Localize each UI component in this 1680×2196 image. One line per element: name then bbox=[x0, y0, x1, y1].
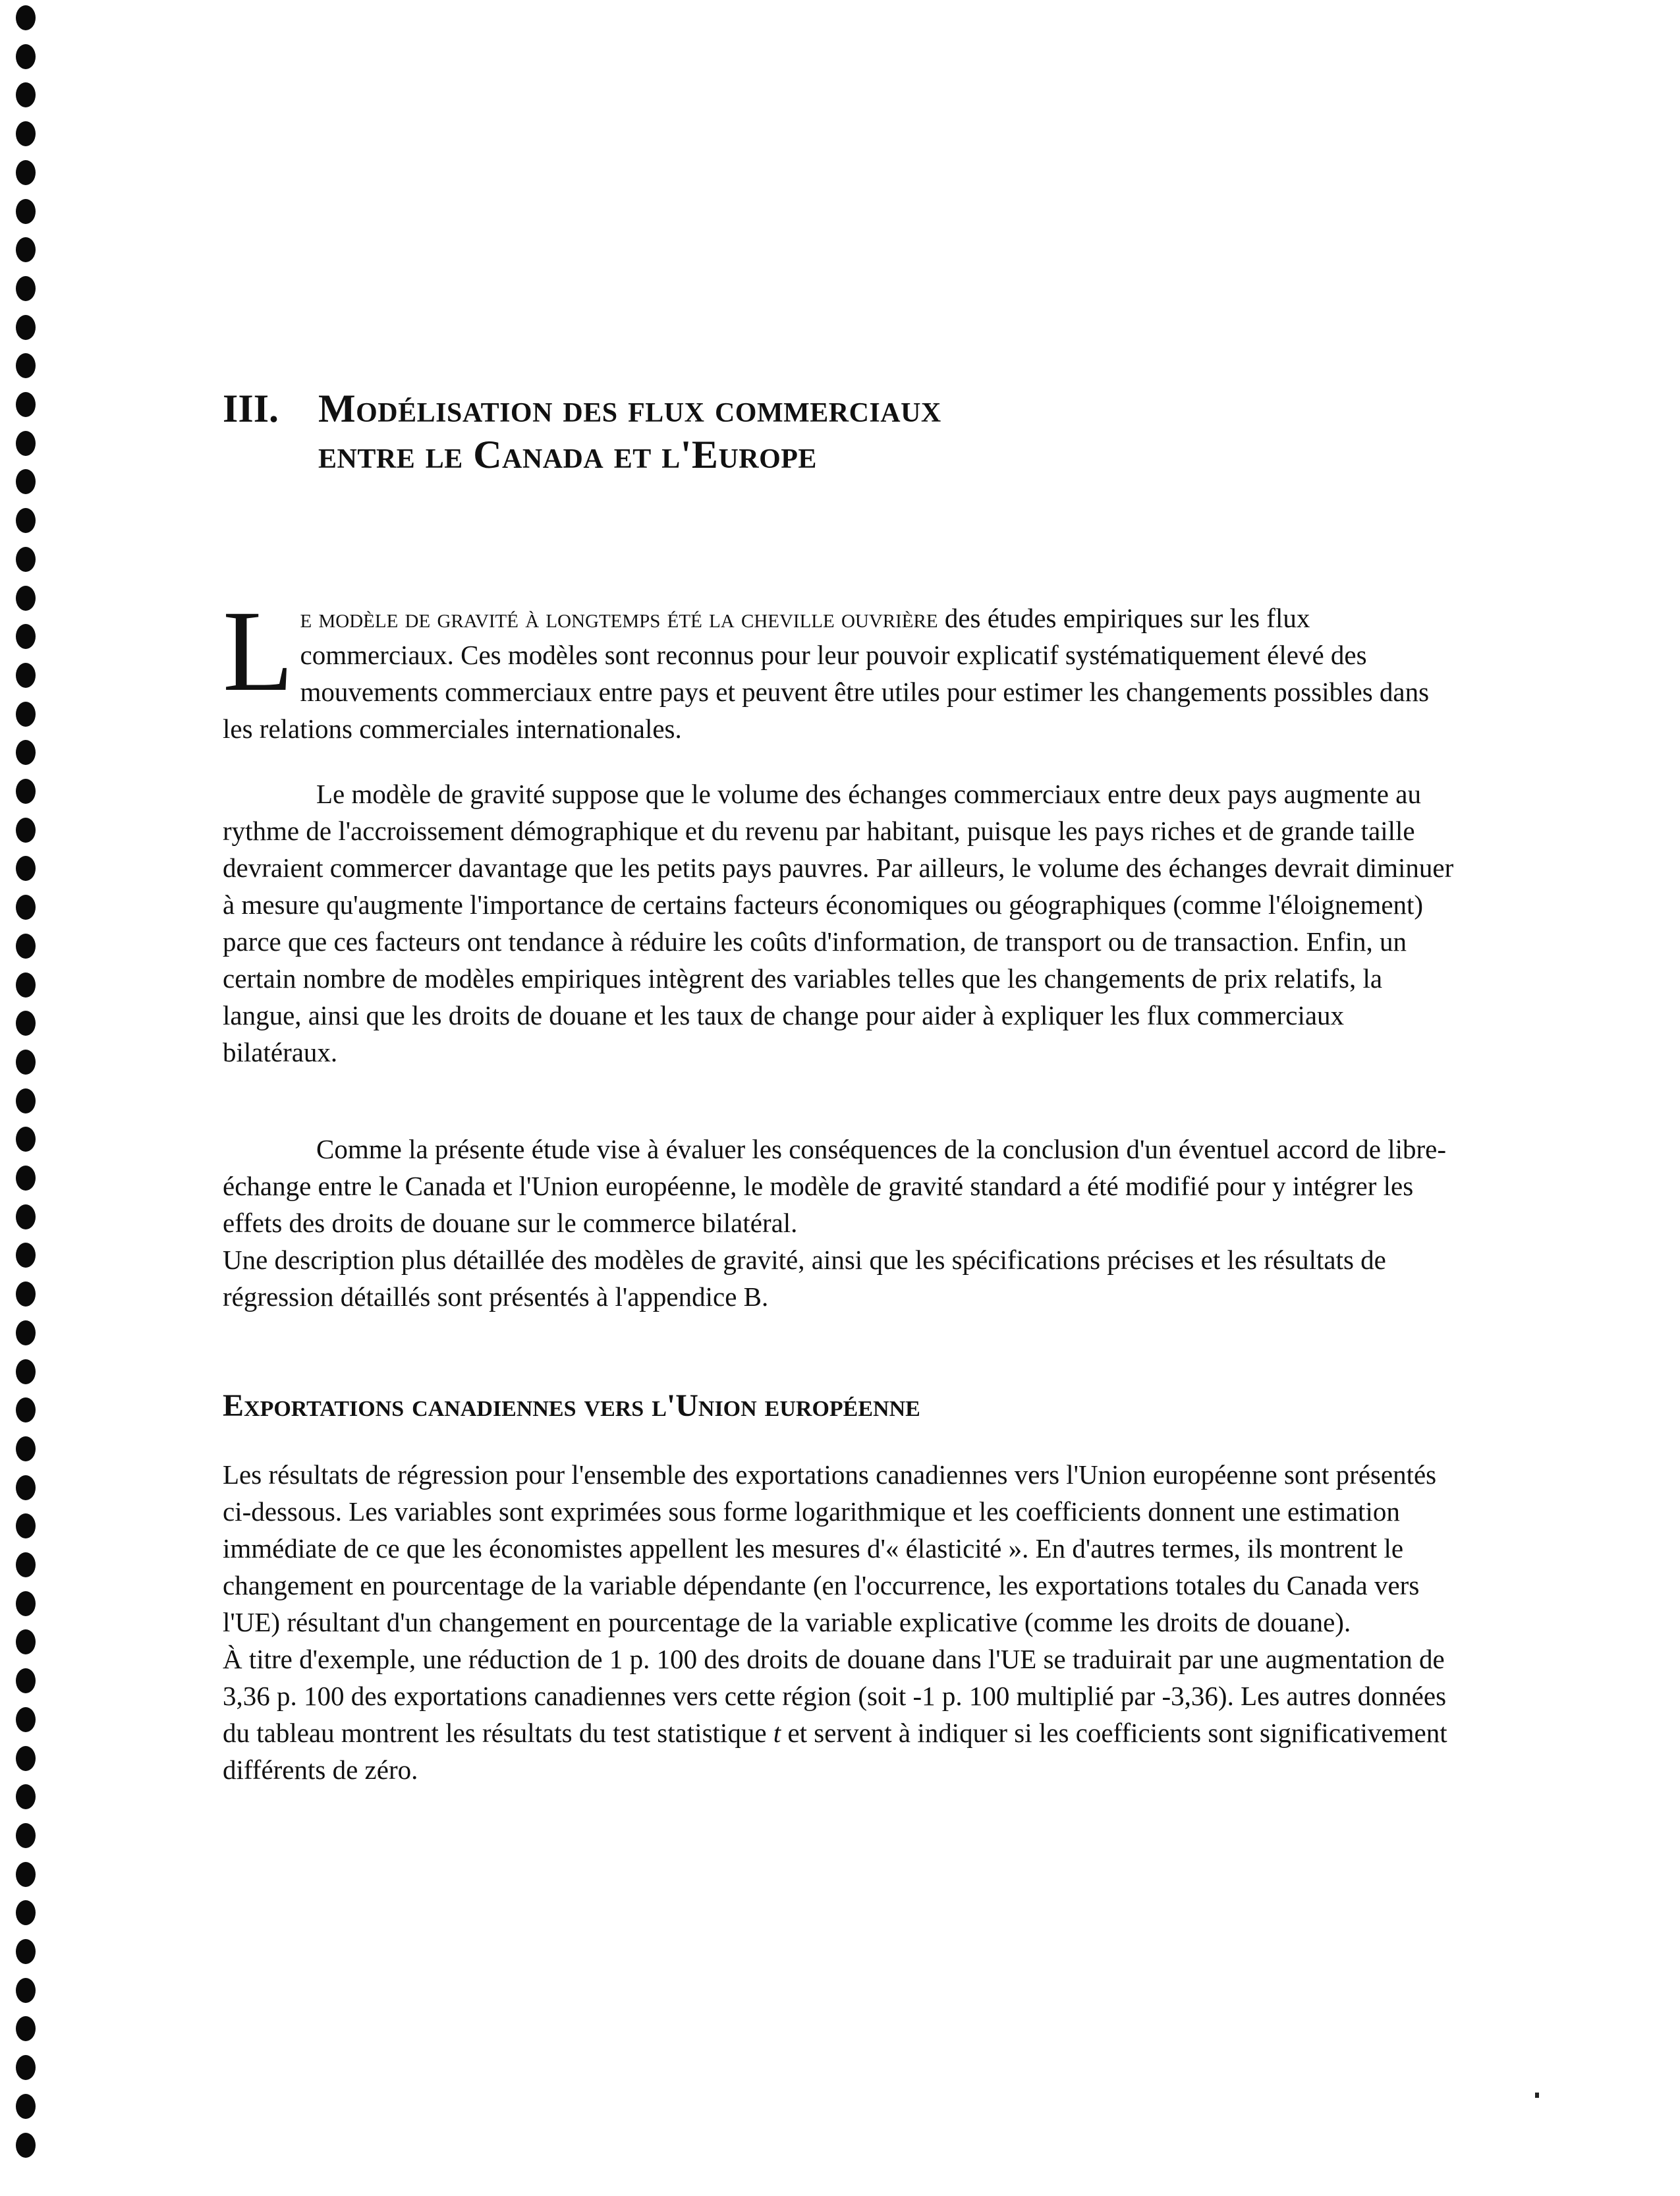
binding-hole bbox=[16, 1978, 36, 2003]
binding-hole bbox=[16, 1513, 36, 1538]
section-title-line-2: entre le Canada et l'Europe bbox=[318, 433, 817, 476]
binding-hole bbox=[16, 2055, 36, 2080]
body-paragraph: Les résultats de régression pour l'ensemble des exportations canadiennes vers l'Union européenne sont présentés ci-dessous. Les variables sont exprimées sous forme logarithmique et les coefficients donnent une estimation immédiate de ce que les économistes appellent les mesures d'« élasticité ». En d'autres termes, ils montrent le changement en pourcentage de la variable dépendante (en l'occurrence, les exportations totales du Canada vers l'UE) résultant d'un changement en pourcentage de la variable explicative (comme les droits de douane). bbox=[223, 1459, 1437, 1637]
binding-hole bbox=[16, 392, 36, 417]
binding-hole bbox=[16, 1243, 36, 1268]
binding-hole bbox=[16, 1707, 36, 1732]
binding-hole bbox=[16, 895, 36, 920]
paragraph-study-purpose bbox=[223, 1131, 1461, 1315]
binding-hole bbox=[16, 1281, 36, 1307]
binding-hole bbox=[16, 702, 36, 727]
binding-hole bbox=[16, 1320, 36, 1345]
binding-hole bbox=[16, 1784, 36, 1809]
binding-hole bbox=[16, 1552, 36, 1577]
body-paragraph: Une description plus détaillée des modèles de gravité, ainsi que les spécifications précises et les résultats de régression détaillés sont présentés à l'appendice B. bbox=[223, 1245, 1386, 1312]
binding-hole bbox=[16, 1668, 36, 1693]
binding-hole bbox=[16, 2016, 36, 2041]
binding-hole bbox=[16, 1011, 36, 1036]
binding-hole bbox=[16, 469, 36, 494]
binding-hole bbox=[16, 624, 36, 649]
binding-hole bbox=[16, 586, 36, 611]
binding-hole bbox=[16, 1900, 36, 1925]
binding-hole bbox=[16, 1939, 36, 1964]
binding-hole bbox=[16, 1862, 36, 1887]
binding-hole bbox=[16, 1475, 36, 1500]
binding-hole bbox=[16, 276, 36, 301]
section-title-line-1: Modélisation des flux commerciaux bbox=[318, 387, 941, 430]
binding-hole bbox=[16, 315, 36, 340]
subsection-heading: Exportations canadiennes vers l'Union européenne bbox=[223, 1388, 920, 1423]
binding-hole bbox=[16, 1397, 36, 1422]
section-number: III. bbox=[223, 387, 279, 430]
paragraph-regression-results bbox=[223, 1456, 1461, 1788]
binding-hole bbox=[16, 2094, 36, 2119]
binding-hole bbox=[16, 856, 36, 881]
binding-hole bbox=[16, 2133, 36, 2158]
binding-hole bbox=[16, 431, 36, 456]
binding-hole bbox=[16, 818, 36, 843]
body-paragraph: Le modèle de gravité suppose que le volume des échanges commerciaux entre deux pays augmente au rythme de l'accroissement démographique et du revenu par habitant, puisque les pays riches et de grande taille devraient commercer davantage que les petits pays pauvres. Par ailleurs, le volume des échanges devrait diminuer à mesure qu'augmente l'importance de certains facteurs économiques ou géographiques (comme l'éloignement) parce que ces facteurs ont tendance à réduire les coûts d'information, de transport ou de transaction. Enfin, un certain nombre de modèles empiriques intègrent des variables telles que les changements de prix relatifs, la langue, ainsi que les droits de douane et les taux de change pour aider à expliquer les flux commerciaux bilatéraux. bbox=[223, 779, 1454, 1067]
binding-hole bbox=[16, 1436, 36, 1461]
binding-hole bbox=[16, 5, 36, 30]
binding-hole bbox=[16, 237, 36, 262]
body-paragraph bbox=[223, 1641, 1461, 1788]
intro-paragraph bbox=[223, 587, 1461, 747]
binding-hole bbox=[16, 1629, 36, 1654]
binding-hole bbox=[16, 547, 36, 572]
t-statistic-symbol: t bbox=[773, 1718, 781, 1748]
binding-hole bbox=[16, 1088, 36, 1113]
binding-hole bbox=[16, 1204, 36, 1229]
body-paragraph: Comme la présente étude vise à évaluer les conséquences de la conclusion d'un éventuel accord de libre-échange entre le Canada et l'Union européenne, le modèle de gravité standard a été modifié pour y intégrer les effets des droits de douane sur le commerce bilatéral. bbox=[223, 1134, 1447, 1238]
binding-hole bbox=[16, 44, 36, 69]
section-title bbox=[318, 385, 1274, 478]
spiral-binding bbox=[13, 0, 40, 2196]
intro-lead-smallcaps: e modèle de gravité à longtemps été la cheville ouvrière bbox=[300, 603, 938, 633]
binding-hole bbox=[16, 353, 36, 378]
binding-hole bbox=[16, 740, 36, 765]
binding-hole bbox=[16, 972, 36, 998]
binding-hole bbox=[16, 160, 36, 185]
binding-hole bbox=[16, 663, 36, 688]
binding-hole bbox=[16, 934, 36, 959]
binding-hole bbox=[16, 1746, 36, 1771]
intro-rest: des études empiriques sur les flux commerciaux. Ces modèles sont reconnus pour leur pouvoir explicatif systématiquement élevé des mouvements commerciaux entre pays et peuvent être utiles pour estimer les changements possibles dans les relations commerciales internationales. bbox=[223, 603, 1430, 744]
binding-hole bbox=[16, 121, 36, 146]
text-run: et servent à indiquer si les coefficients sont significativement différents de zéro. bbox=[223, 1718, 1447, 1785]
scan-speck bbox=[1535, 2093, 1539, 2098]
binding-hole bbox=[16, 1359, 36, 1384]
binding-hole bbox=[16, 1823, 36, 1848]
binding-hole bbox=[16, 779, 36, 804]
text-run: À titre d'exemple, une réduction de 1 p. 100 des droits de douane dans l'UE se traduirait par une augmentation de 3,36 p. 100 des exportations canadiennes vers cette région (soit -1 p. 100 multiplié par -3,36). Les autres données du tableau montrent les résultats du test statistique bbox=[223, 1644, 1447, 1748]
binding-hole bbox=[16, 508, 36, 533]
binding-hole bbox=[16, 1050, 36, 1075]
binding-hole bbox=[16, 1127, 36, 1152]
drop-cap: L bbox=[223, 587, 294, 716]
binding-hole bbox=[16, 82, 36, 107]
binding-hole bbox=[16, 1591, 36, 1616]
binding-hole bbox=[16, 199, 36, 224]
paragraph-gravity-model bbox=[223, 775, 1461, 1071]
binding-hole bbox=[16, 1166, 36, 1191]
